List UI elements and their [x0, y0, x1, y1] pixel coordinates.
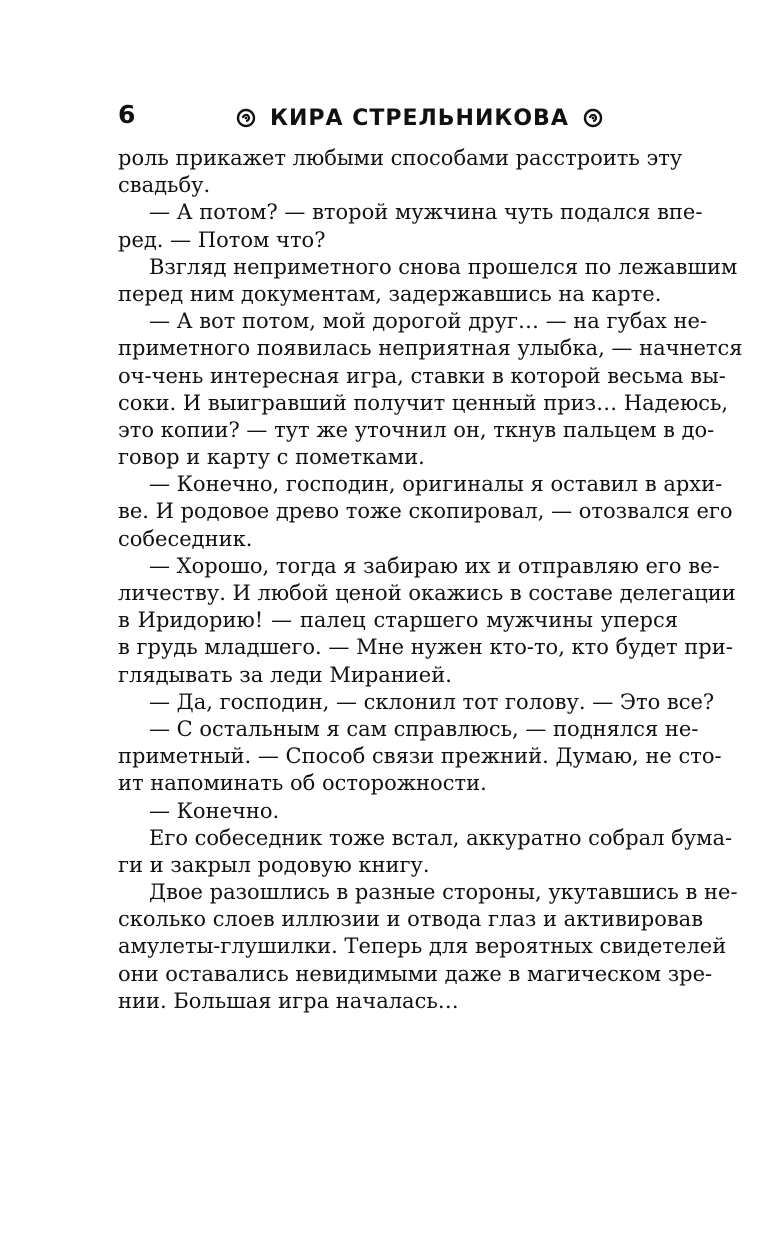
- text-line: амулеты-глушилки. Теперь для вероятных свидетелей: [118, 934, 727, 959]
- text-line: — Да, господин, — склонил тот голову. — Это все?: [149, 689, 715, 714]
- running-head: [236, 103, 569, 133]
- text-line: это копии? — тут же уточнил он, ткнув пальцем в до-: [118, 417, 715, 442]
- text-line: говор и карту с пометками.: [118, 445, 425, 470]
- text-line: ред. — Потом что?: [118, 227, 326, 252]
- text-line: глядывать за леди Миранией.: [118, 662, 452, 687]
- text-line: роль прикажет любыми способами расстроить эту: [118, 146, 683, 170]
- text-line: приметного появилась неприятная улыбка, — начнется: [118, 336, 743, 361]
- text-line: — А вот потом, мой дорогой друг… — на губах не-: [149, 309, 708, 334]
- text-line: ве. И родовое древо тоже скопировал, — отозвался его: [118, 499, 733, 524]
- text-line: в грудь младшего. — Мне нужен кто-то, кто будет при-: [118, 635, 733, 660]
- text-line: ит напоминать об осторожности.: [118, 771, 487, 796]
- spiral-ornament-icon: [583, 108, 603, 128]
- text-line: — Хорошо, тогда я забираю их и отправляю его ве-: [149, 553, 720, 578]
- text-line: нии. Большая игра началась…: [118, 988, 459, 1013]
- body-text: [118, 145, 743, 1015]
- page-number: 6: [118, 100, 136, 129]
- text-line: Двое разошлись в разные стороны, укутавшись в не-: [149, 880, 738, 905]
- spiral-ornament-icon: [236, 108, 256, 128]
- text-line: свадьбу.: [118, 173, 211, 198]
- text-line: они оставались невидимыми даже в магическом зре-: [118, 961, 713, 986]
- text-line: в Иридорию! — палец старшего мужчины уперся: [118, 608, 678, 633]
- text-line: собеседник.: [118, 526, 253, 551]
- text-line: — Конечно, господин, оригиналы я оставил в архи-: [149, 472, 723, 497]
- text-line: — А потом? — второй мужчина чуть подался впе-: [149, 200, 703, 225]
- text-line: личеству. И любой ценой окажись в составе делегации: [118, 581, 736, 605]
- text-line: ги и закрыл родовую книгу.: [118, 852, 430, 877]
- text-line: Его собеседник тоже встал, аккуратно собрал бума-: [149, 825, 733, 850]
- text-line: Взгляд неприметного снова прошелся по лежавшим: [149, 254, 738, 279]
- author-name: КИРА СТРЕЛЬНИКОВА: [270, 105, 569, 131]
- text-line: приметный. — Способ связи прежний. Думаю, не сто-: [118, 744, 722, 769]
- text-line: перед ним документам, задержавшись на карте.: [118, 281, 662, 306]
- text-line: соки. И выигравший получит ценный приз… Надеюсь,: [118, 390, 729, 415]
- text-line: сколько слоев иллюзии и отвода глаз и активировав: [118, 907, 704, 932]
- text-line: оч-чень интересная игра, ставки в которой весьма вы-: [118, 363, 726, 388]
- text-line: — С остальным я сам справлюсь, — поднялся не-: [149, 716, 699, 741]
- text-line: — Конечно.: [149, 798, 280, 823]
